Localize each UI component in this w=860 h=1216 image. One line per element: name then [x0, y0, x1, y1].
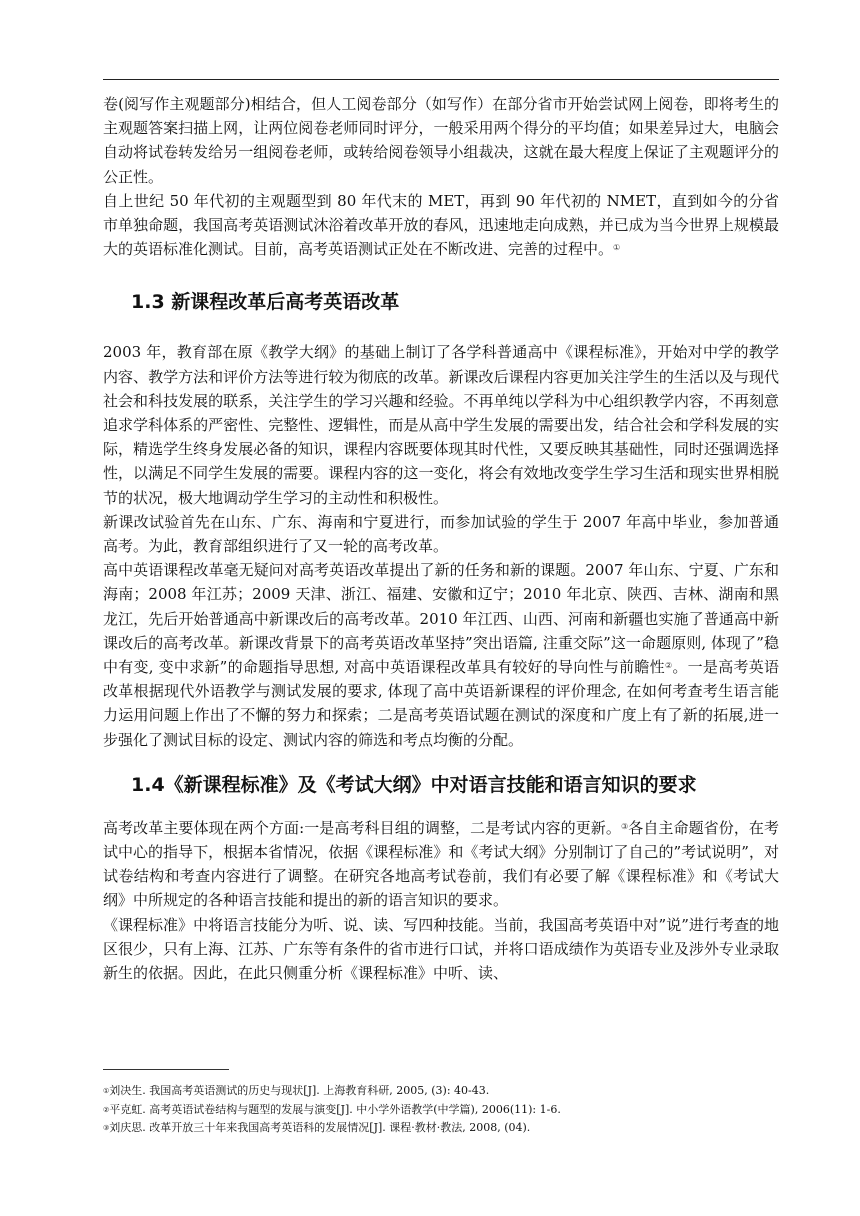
section-heading-1-3: 1.3 新课程改革后高考英语改革: [131, 291, 400, 314]
paragraph-text: 卷(阅写作主观题部分)相结合，但人工阅卷部分（如写作）在部分省市开始尝试网上阅卷，即将考生的主观题答案扫描上网，让两位阅卷老师同时评分，一般采用两个得分的平均值；如果差异过大，电脑会自动将试卷转发给另一组阅卷老师，或转给阅卷领导小组裁决，这就在最大程度上保证了主观题评分的公正性。: [103, 95, 779, 186]
footnotes: [103, 1082, 779, 1138]
footnote-ref-1[interactable]: ①: [613, 243, 621, 253]
paragraph: [103, 510, 779, 558]
header-rule: [103, 79, 779, 80]
footnote-text: 刘庆思. 改革开放三十年来我国高考英语科的发展情况[J]. 课程·教材·教法, 2008, (04).: [109, 1121, 531, 1134]
footnote-marker: ③: [103, 1124, 110, 1132]
paragraph: [103, 913, 779, 986]
footnote-text: 刘决生. 我国高考英语测试的历史与现状[J]. 上海教育科研, 2005, (3): 40-43.: [109, 1084, 490, 1097]
footnote-rule: [103, 1069, 229, 1070]
paragraph: [103, 816, 779, 913]
paragraph: [103, 340, 779, 509]
paragraph-text: 新课改试验首先在山东、广东、海南和宁夏进行，而参加试验的学生于 2007 年高中毕业，参加普通高考。为此，教育部组织进行了又一轮的高考改革。: [103, 512, 779, 556]
paragraph-text: 各自主命题省份，在考试中心的指导下，根据本省情况，依据《课程标准》和《考试大纲》分别制订了自己的”考试说明”，对试卷结构和考查内容进行了调整。在研究各地高考试卷前，我们有必要了解《课程标准》和《考试大纲》中所规定的各种语言技能和提出的新的语言知识的要求。: [103, 818, 780, 910]
paragraph: [103, 189, 779, 262]
paragraph-text: 《课程标准》中将语言技能分为听、说、读、写四种技能。当前，我国高考英语中对”说”进行考查的地区很少，只有上海、江苏、广东等有条件的省市进行口试，并将口语成绩作为英语专业及涉外专业录取新生的依据。因此，在此只侧重分析《课程标准》中听、读、: [103, 915, 779, 983]
footnote-text: 平克虹. 高考英语试卷结构与题型的发展与演变[J]. 中小学外语教学(中学篇), 2006(11): 1-6.: [109, 1102, 561, 1116]
footnote-3: [103, 1119, 779, 1138]
paragraph-text: 高中英语课程改革毫无疑问对高考英语改革提出了新的任务和新的课题。2007 年山东、宁夏、广东和海南；2008 年江苏；2009 天津、浙江、福建、安徽和辽宁；2010 年北京、陕西、吉林、湖南和黑龙江，先后开始普通高中新课改后的高考改革。2010 年江西、山西、河南和新疆也实施了普通高中新课改后的高考改革。新课改背景下的高考英语改革坚持”突出语篇, 注重交际”这一命题原则, 体现了”稳中有变, 变中求新”的命题指导思想, 对高中英语课程改革具有较好的导向性与前瞻性: [103, 561, 779, 677]
footnote-2: [103, 1101, 779, 1120]
paragraph-text: 自上世纪 50 年代初的主观题型到 80 年代末的 MET，再到 90 年代初的 NMET，直到如今的分省市单独命题，我国高考英语测试沐浴着改革开放的春风，迅速地走向成熟，并已成为当今世界上规模最大的英语标准化测试。目前，高考英语测试正处在不断改进、完善的过程中。: [103, 191, 779, 259]
footnote-ref-3[interactable]: ③: [620, 821, 629, 831]
paragraph-text: 。一是高考英语改革根据现代外语教学与测试发展的要求, 体现了高中英语新课程的评价理念, 在如何考查考生语言能力运用问题上作出了不懈的努力和探索；二是高考英语试题在测试的深度和广度上有了新的拓展,进一步强化了测试目标的设定、测试内容的筛选和考点均衡的分配。: [103, 658, 779, 749]
footnote-ref-2[interactable]: ②: [664, 661, 673, 671]
paragraph: [103, 558, 779, 752]
paragraph-text: 高考改革主要体现在两个方面:一是高考科目组的调整，二是考试内容的更新。: [103, 818, 621, 837]
footnote-marker: ①: [103, 1087, 110, 1095]
page-body: [103, 92, 779, 985]
footnote-marker: ②: [103, 1105, 110, 1114]
footnote-1: [103, 1082, 779, 1101]
section-heading-1-4: 1.4《新课程标准》及《考试大纲》中对语言技能和语言知识的要求: [131, 773, 697, 796]
paragraph: [103, 92, 779, 189]
paragraph-text: 2003 年，教育部在原《教学大纲》的基础上制订了各学科普通高中《课程标准》，开始对中学的教学内容、教学方法和评价方法等进行较为彻底的改革。新课改后课程内容更加关注学生的生活以及与现代社会和科技发展的联系，关注学生的学习兴趣和经验。不再单纯以学科为中心组织教学内容，不再刻意追求学科体系的严密性、完整性、逻辑性，而是从高中学生发展的需要出发，结合社会和学科发展的实际，精选学生终身发展必备的知识，课程内容既要体现其时代性，又要反映其基础性，同时还强调选择性，以满足不同学生发展的需要。课程内容的这一变化，将会有效地改变学生学习生活和现实世界相脱节的状况，极大地调动学生学习的主动性和积极性。: [103, 343, 779, 507]
